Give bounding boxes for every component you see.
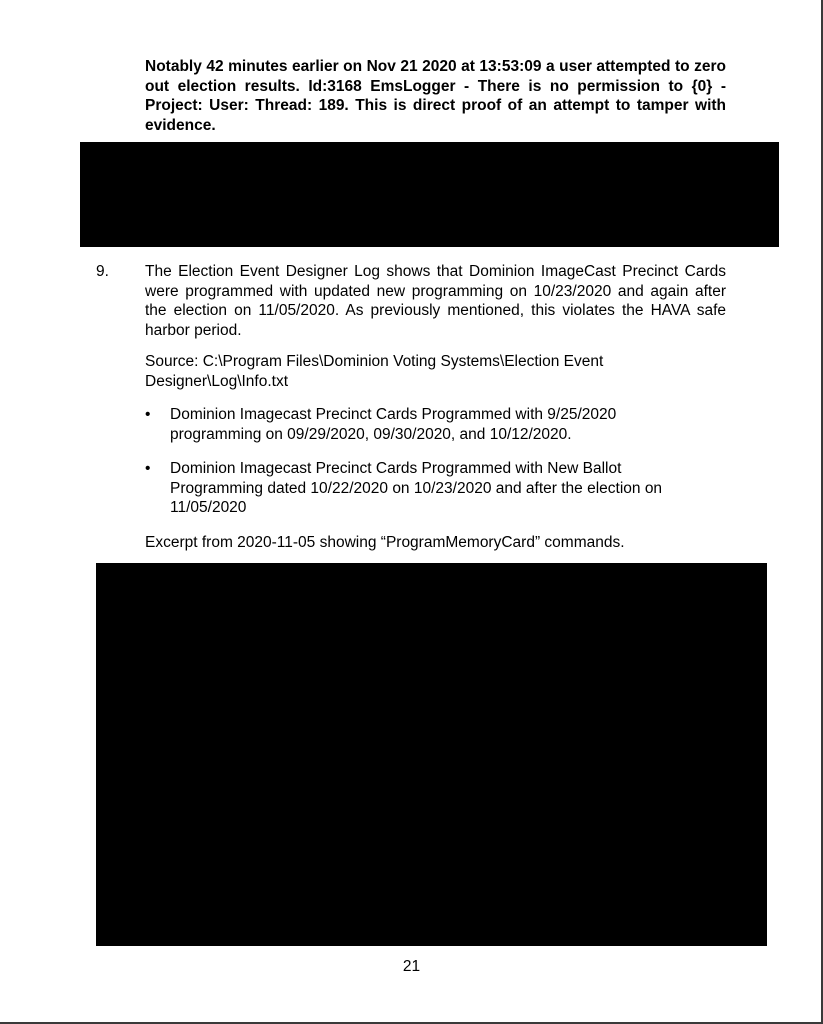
page-number: 21 <box>402 958 421 975</box>
item-number: 9. <box>96 263 109 280</box>
bullet-list <box>145 405 705 533</box>
bullet-marker: • <box>145 406 151 423</box>
bullet-text: Dominion Imagecast Precinct Cards Programmed with 9/25/2020 programming on 09/29/2020, 09/30/2020, and 10/12/2020. <box>170 406 617 443</box>
source-line-1: Source: C:\Program Files\Dominion Voting Systems\Election Event <box>145 353 604 370</box>
bold-evidence-paragraph: Notably 42 minutes earlier on Nov 21 2020 at 13:53:09 a user attempted to zero out election results. Id:3168 EmsLogger - There is no permission to {0} - Project: User: Thread: 189. This is direct proof of an attempt to tamper with evidence. <box>145 58 726 134</box>
excerpt-caption: Excerpt from 2020-11-05 showing “ProgramMemoryCard” commands. <box>145 534 625 551</box>
redacted-image-block-2 <box>96 563 767 946</box>
redacted-image-block-1 <box>80 142 779 247</box>
source-path <box>145 352 665 391</box>
source-line-2: Designer\Log\Info.txt <box>145 372 289 390</box>
bullet-text: Dominion Imagecast Precinct Cards Programmed with New Ballot Programming dated 10/22/2020 on 10/23/2020 and after the election on 11/05/2020 <box>170 460 663 516</box>
list-item <box>145 459 705 518</box>
list-item <box>145 405 705 444</box>
bullet-marker: • <box>145 460 151 477</box>
item-paragraph: The Election Event Designer Log shows that Dominion ImageCast Precinct Cards were programmed with updated new programming on 10/23/2020 and again after the election on 11/05/2020. As previously mentioned, this violates the HAVA safe harbor period. <box>145 263 726 339</box>
